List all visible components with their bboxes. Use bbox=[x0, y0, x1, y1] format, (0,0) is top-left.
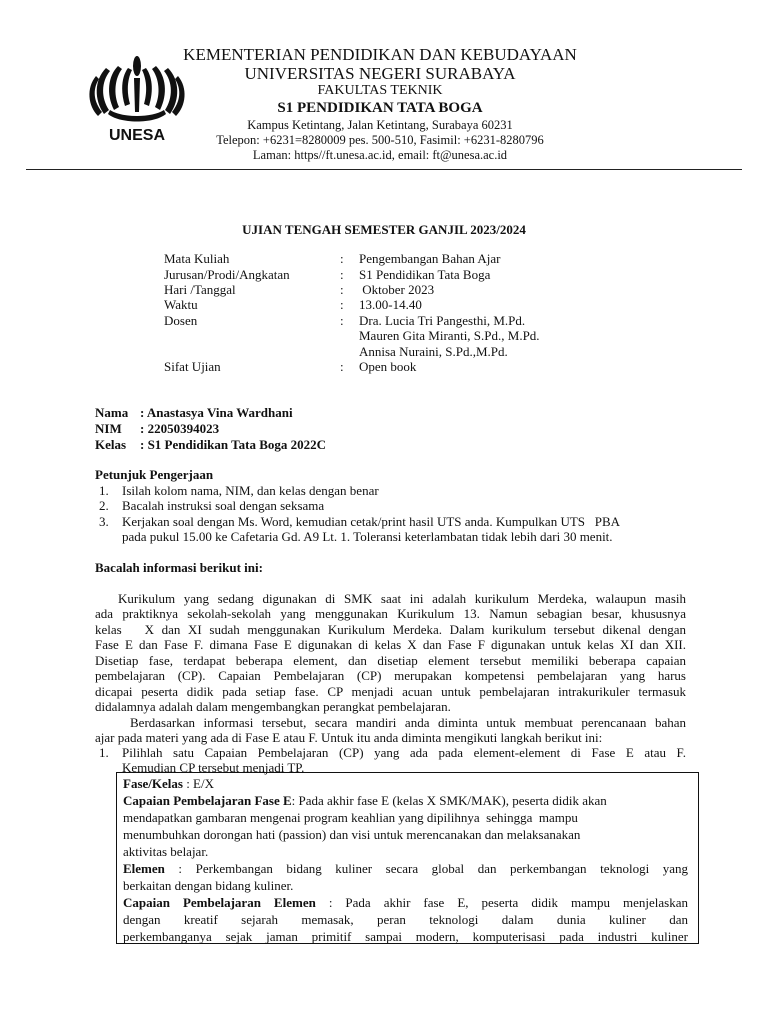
program-name: S1 PENDIDIKAN TATA BOGA bbox=[277, 100, 483, 116]
paragraph-line: Disetiap fase, terdapat beberapa element, dan disetiap element tersebut memiliki beberapa capaian bbox=[95, 653, 686, 668]
elemen-line bbox=[123, 860, 688, 877]
student-class: : S1 Pendidikan Tata Boga 2022C bbox=[140, 437, 327, 452]
meta-value: Dra. Lucia Tri Pangesthi, M.Pd. bbox=[359, 313, 526, 328]
meta-colon: : bbox=[340, 282, 344, 297]
cp-line bbox=[123, 792, 688, 809]
paragraph-line: pembelajaran (CP). Capaian Pembelajaran (CP) merupakan kompetensi pembelajaran yang harus bbox=[95, 668, 686, 683]
paragraph-line: Kemudian CP tersebut menjadi TP. bbox=[122, 760, 305, 775]
list-item: Kerjakan soal dengan Ms. Word, kemudian cetak/print hasil UTS anda. Kumpulkan UTS PBA bbox=[122, 514, 621, 529]
meta-value: S1 Pendidikan Tata Boga bbox=[359, 267, 491, 282]
list-number: 1. bbox=[99, 483, 109, 498]
meta-colon: : bbox=[340, 313, 344, 328]
paragraph-line: didalamnya adalah dalam mengembangkan perangkat pembelajaran. bbox=[95, 699, 451, 714]
cp-text: : Pada akhir fase E (kelas X SMK/MAK), peserta didik akan bbox=[291, 793, 607, 808]
exam-title: UJIAN TENGAH SEMESTER GANJIL 2023/2024 bbox=[242, 222, 526, 237]
list-item: Isilah kolom nama, NIM, dan kelas dengan benar bbox=[122, 483, 379, 498]
list-item: Bacalah instruksi soal dengan seksama bbox=[122, 498, 325, 513]
paragraph-line: Pilihlah satu Capaian Pembelajaran (CP) yang ada pada element-element di Fase E atau F. bbox=[122, 745, 686, 760]
meta-value: Oktober 2023 bbox=[359, 282, 435, 297]
meta-label: Mata Kuliah bbox=[164, 251, 230, 266]
cpe-text: dengan kreatif sejarah memasak, peran teknologi dalam dunia kuliner dan bbox=[123, 912, 688, 927]
meta-value: Open book bbox=[359, 359, 417, 374]
logo-wordmark: UNESA bbox=[108, 127, 166, 144]
cp-text: aktivitas belajar. bbox=[123, 844, 209, 859]
student-nim: : 22050394023 bbox=[140, 421, 220, 436]
student-name: : Anastasya Vina Wardhani bbox=[140, 405, 293, 420]
paragraph-line: dicapai peserta didik pada setiap fase. CP menjadi acuan untuk pembelajaran intrakurikuler termasuk bbox=[95, 684, 686, 699]
student-nim-label: NIM bbox=[95, 421, 122, 436]
paragraph-line: Fase E dan Fase F. dimana Fase E digunakan di kelas X dan Fase F digunakan untuk kelas XI dan XII. bbox=[95, 637, 686, 652]
elemen-text: berkaitan dengan bidang kuliner. bbox=[123, 878, 294, 893]
paragraph-line: Kurikulum yang sedang digunakan di SMK saat ini adalah kurikulum Merdeka, walaupun masih bbox=[118, 591, 686, 606]
student-name-label: Nama bbox=[95, 405, 129, 420]
website-email: Laman: https//ft.unesa.ac.id, email: ft@unesa.ac.id bbox=[252, 148, 508, 162]
meta-colon: : bbox=[340, 251, 344, 266]
meta-label: Dosen bbox=[164, 313, 198, 328]
fase-label: Fase/Kelas bbox=[123, 776, 183, 791]
paragraph-line: ajar pada materi yang ada di Fase E atau F. Untuk itu anda diminta mengikuti langkah berikut ini: bbox=[95, 730, 603, 745]
phone: Telepon: +6231=8280009 pes. 500-510, Fasimil: +6231-8280796 bbox=[216, 133, 544, 147]
address: Kampus Ketintang, Jalan Ketintang, Surabaya 60231 bbox=[247, 118, 513, 132]
paragraph-line: Berdasarkan informasi tersebut, secara mandiri anda diminta untuk membuat perencanaan bahan bbox=[130, 715, 686, 730]
ministry-name: KEMENTERIAN PENDIDIKAN DAN KEBUDAYAAN bbox=[183, 45, 577, 64]
meta-value: Pengembangan Bahan Ajar bbox=[359, 251, 501, 266]
faculty-name: FAKULTAS TEKNIK bbox=[317, 83, 443, 98]
list-number: 3. bbox=[99, 514, 109, 529]
meta-label: Sifat Ujian bbox=[164, 359, 221, 374]
cp-text: menumbuhkan dorongan hati (passion) dan visi untuk merencanakan dan melaksanakan bbox=[123, 827, 581, 842]
university-name: UNIVERSITAS NEGERI SURABAYA bbox=[244, 64, 516, 83]
cp-label: Capaian Pembelajaran Fase E bbox=[123, 793, 292, 808]
paragraph-line: kelas X dan XI sudah menggunakan Kurikulum Merdeka. Dalam kurikulum tersebut dikenal dengan bbox=[95, 622, 686, 637]
fase-line bbox=[123, 775, 688, 792]
list-number: 2. bbox=[99, 498, 109, 513]
cpe-text: : Pada akhir fase E, peserta didik mampu menjelaskan bbox=[315, 895, 689, 910]
fase-value: : E/X bbox=[182, 776, 214, 791]
list-number: 1. bbox=[99, 745, 109, 760]
list-item-continuation: pada pukul 15.00 ke Cafetaria Gd. A9 Lt. 1. Toleransi keterlambatan tidak lebih dari 30 menit. bbox=[122, 529, 613, 544]
cpe-label: Capaian Pembelajaran Elemen bbox=[123, 895, 316, 910]
reading-heading: Bacalah informasi berikut ini: bbox=[95, 560, 263, 575]
instructions-heading: Petunjuk Pengerjaan bbox=[95, 467, 214, 482]
meta-colon: : bbox=[340, 359, 344, 374]
meta-value: Annisa Nuraini, S.Pd.,M.Pd. bbox=[359, 344, 508, 359]
meta-value: 13.00-14.40 bbox=[359, 297, 422, 312]
meta-label: Hari /Tanggal bbox=[164, 282, 236, 297]
meta-colon: : bbox=[340, 267, 344, 282]
elemen-text: : Perkembangan bidang kuliner secara global dan perkembangan teknologi yang bbox=[164, 861, 688, 876]
header-divider bbox=[26, 169, 742, 170]
meta-label: Waktu bbox=[164, 297, 198, 312]
meta-label: Jurusan/Prodi/Angkatan bbox=[164, 267, 290, 282]
elemen-label: Elemen bbox=[123, 861, 165, 876]
meta-value: Mauren Gita Miranti, S.Pd., M.Pd. bbox=[359, 328, 540, 343]
paragraph-line: ada praktiknya sekolah-sekolah yang menggunakan Kurikulum 13. Namun sebagian besar, khususnya bbox=[95, 606, 686, 621]
cpe-line bbox=[123, 894, 688, 911]
cpe-text: perkembanganya sejak jaman primitif sampai modern, komputerisasi pada industri kuliner bbox=[123, 929, 688, 944]
student-class-label: Kelas bbox=[95, 437, 127, 452]
cp-text: mendapatkan gambaran mengenai program keahlian yang dipilihnya sehingga mampu bbox=[123, 810, 578, 825]
meta-colon: : bbox=[340, 297, 344, 312]
